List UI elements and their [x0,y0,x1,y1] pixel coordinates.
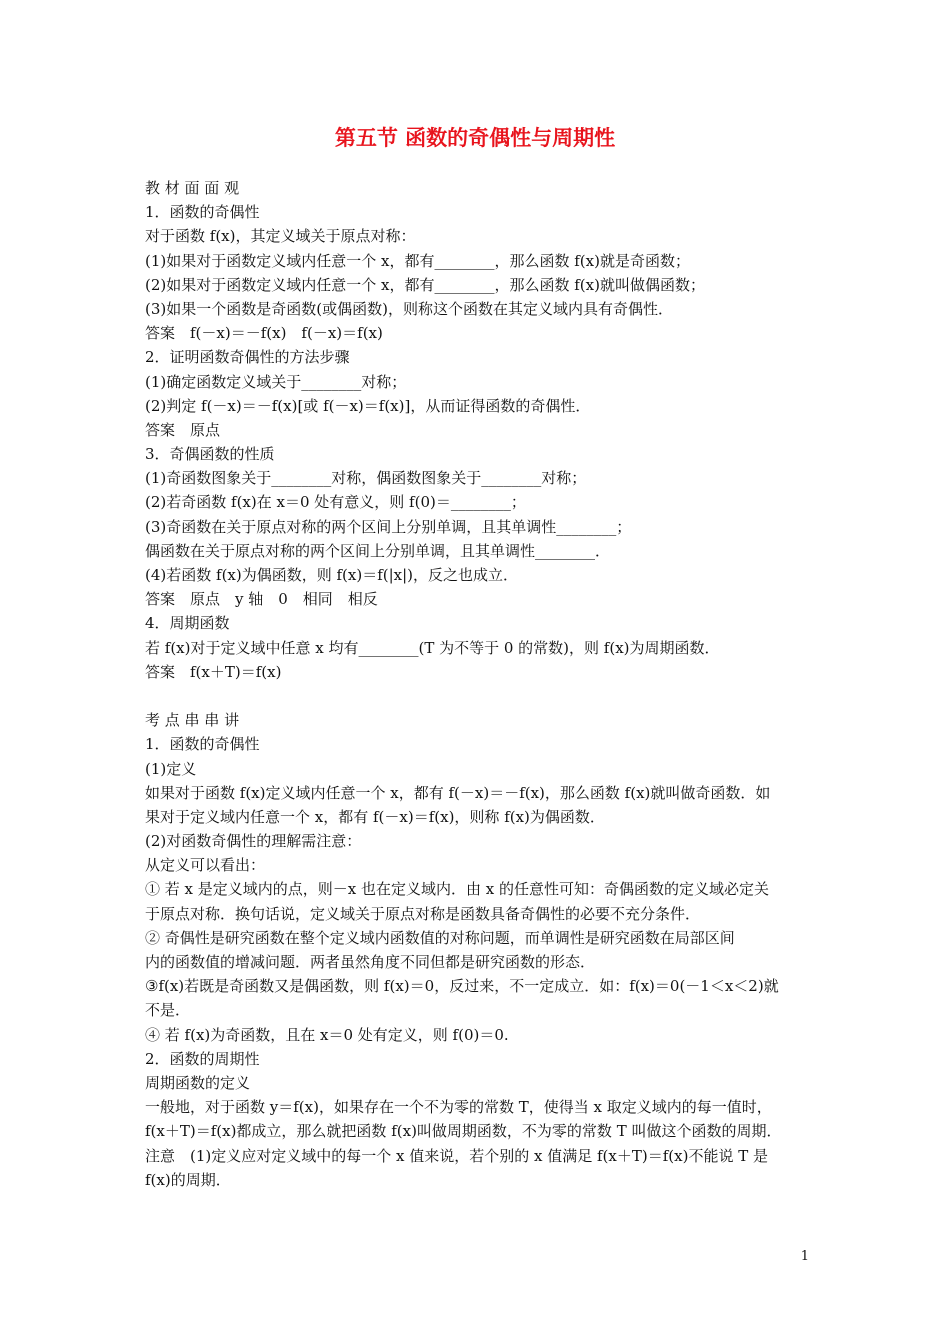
text-line: 答案 f(－x)＝－f(x) f(－x)＝f(x) [145,324,383,343]
text-line: ④ 若 f(x)为奇函数，且在 x＝0 处有定义，则 f(0)＝0. [145,1025,509,1044]
text-line: (1)如果对于函数定义域内任意一个 x，都有________，那么函数 f(x)就是奇函数； [145,251,690,270]
text-line: 从定义可以看出： [145,856,266,875]
blank-line [145,684,809,708]
text-line: (2)若奇函数 f(x)在 x＝0 处有意义，则 f(0)＝________； [145,493,526,512]
text-line: f(x)的周期． [145,1170,231,1189]
text-line: 答案 原点 y 轴 0 相同 相反 [145,590,378,609]
page-number: 1 [800,1249,809,1264]
text-line: 周期函数的定义 [145,1073,251,1092]
text-line: (1)定义 [145,759,197,778]
text-line: (3)奇函数在关于原点对称的两个区间上分别单调，且其单调性________； [145,517,632,536]
text-line: (2)如果对于函数定义域内任意一个 x，都有________，那么函数 f(x)就叫做偶函数； [145,275,705,294]
page-title: 第五节 函数的奇偶性与周期性 [334,126,616,150]
text-line: 教 材 面 面 观 [145,179,240,197]
text-line: 对于函数 f(x)，其定义域关于原点对称： [145,227,416,246]
text-line: 若 f(x)对于定义域中任意 x 均有________(T 为不等于 0 的常数)，则 f(x)为周期函数． [145,638,720,657]
text-line: ③f(x)若既是奇函数又是偶函数，则 f(x)＝0，反过来，不一定成立．如：f(x)＝0(－1＜x＜2)就 [145,977,779,996]
text-line: 1．函数的奇偶性 [145,203,260,222]
text-line: 如果对于函数 f(x)定义域内任意一个 x，都有 f(－x)＝－f(x)，那么函数 f(x)就叫做奇函数．如 [145,783,771,802]
text-line: 答案 f(x＋T)＝f(x) [145,662,282,681]
text-line: 2．证明函数奇偶性的方法步骤 [145,348,350,367]
text-line: 于原点对称．换句话说，定义域关于原点对称是函数具备奇偶性的必要不充分条件． [145,904,701,923]
text-line: 考 点 串 串 讲 [145,711,240,730]
text-line: 4．周期函数 [145,614,230,633]
text-line: 一般地，对于函数 y＝f(x)，如果存在一个不为零的常数 T，使得当 x 取定义域内的每一值时， [145,1098,772,1117]
text-line: 注意 (1)定义应对定义域中的每一个 x 值来说，若个别的 x 值满足 f(x＋T)＝f(x)不能说 T 是 [145,1146,768,1165]
text-line: 不是． [145,1001,191,1020]
body-text [145,176,809,1192]
text-line: f(x＋T)＝f(x)都成立，那么就把函数 f(x)叫做周期函数，不为零的常数 T 叫做这个函数的周期． [145,1122,782,1141]
text-line: ① 若 x 是定义域内的点，则－x 也在定义域内．由 x 的任意性可知：奇偶函数的定义域必定关 [145,880,769,899]
text-line: 偶函数在关于原点对称的两个区间上分别单调，且其单调性________． [145,541,611,560]
text-line: 内的函数值的增减问题．两者虽然角度不同但都是研究函数的形态． [145,953,596,971]
text-line: (2)判定 f(－x)＝－f(x)[或 f(－x)＝f(x)]，从而证得函数的奇偶性． [145,396,591,415]
text-line: (1)奇函数图象关于________对称，偶函数图象关于________对称； [145,469,587,488]
text-line: 3．奇偶函数的性质 [145,445,275,464]
text-line: (1)确定函数定义域关于________对称； [145,372,407,391]
text-line: 1．函数的奇偶性 [145,735,260,754]
text-line: (3)如果一个函数是奇函数(或偶函数)，则称这个函数在其定义域内具有奇偶性． [145,299,673,318]
text-line: (2)对函数奇偶性的理解需注意： [145,832,362,851]
text-line: 答案 原点 [145,420,221,439]
text-line: 2．函数的周期性 [145,1049,260,1068]
text-line: ② 奇偶性是研究函数在整个定义域内函数值的对称问题，而单调性是研究函数在局部区间 [145,928,735,947]
text-line: (4)若函数 f(x)为偶函数，则 f(x)＝f(|x|)，反之也成立． [145,566,519,584]
text-line: 果对于定义域内任意一个 x，都有 f(－x)＝f(x)，则称 f(x)为偶函数． [145,807,605,826]
